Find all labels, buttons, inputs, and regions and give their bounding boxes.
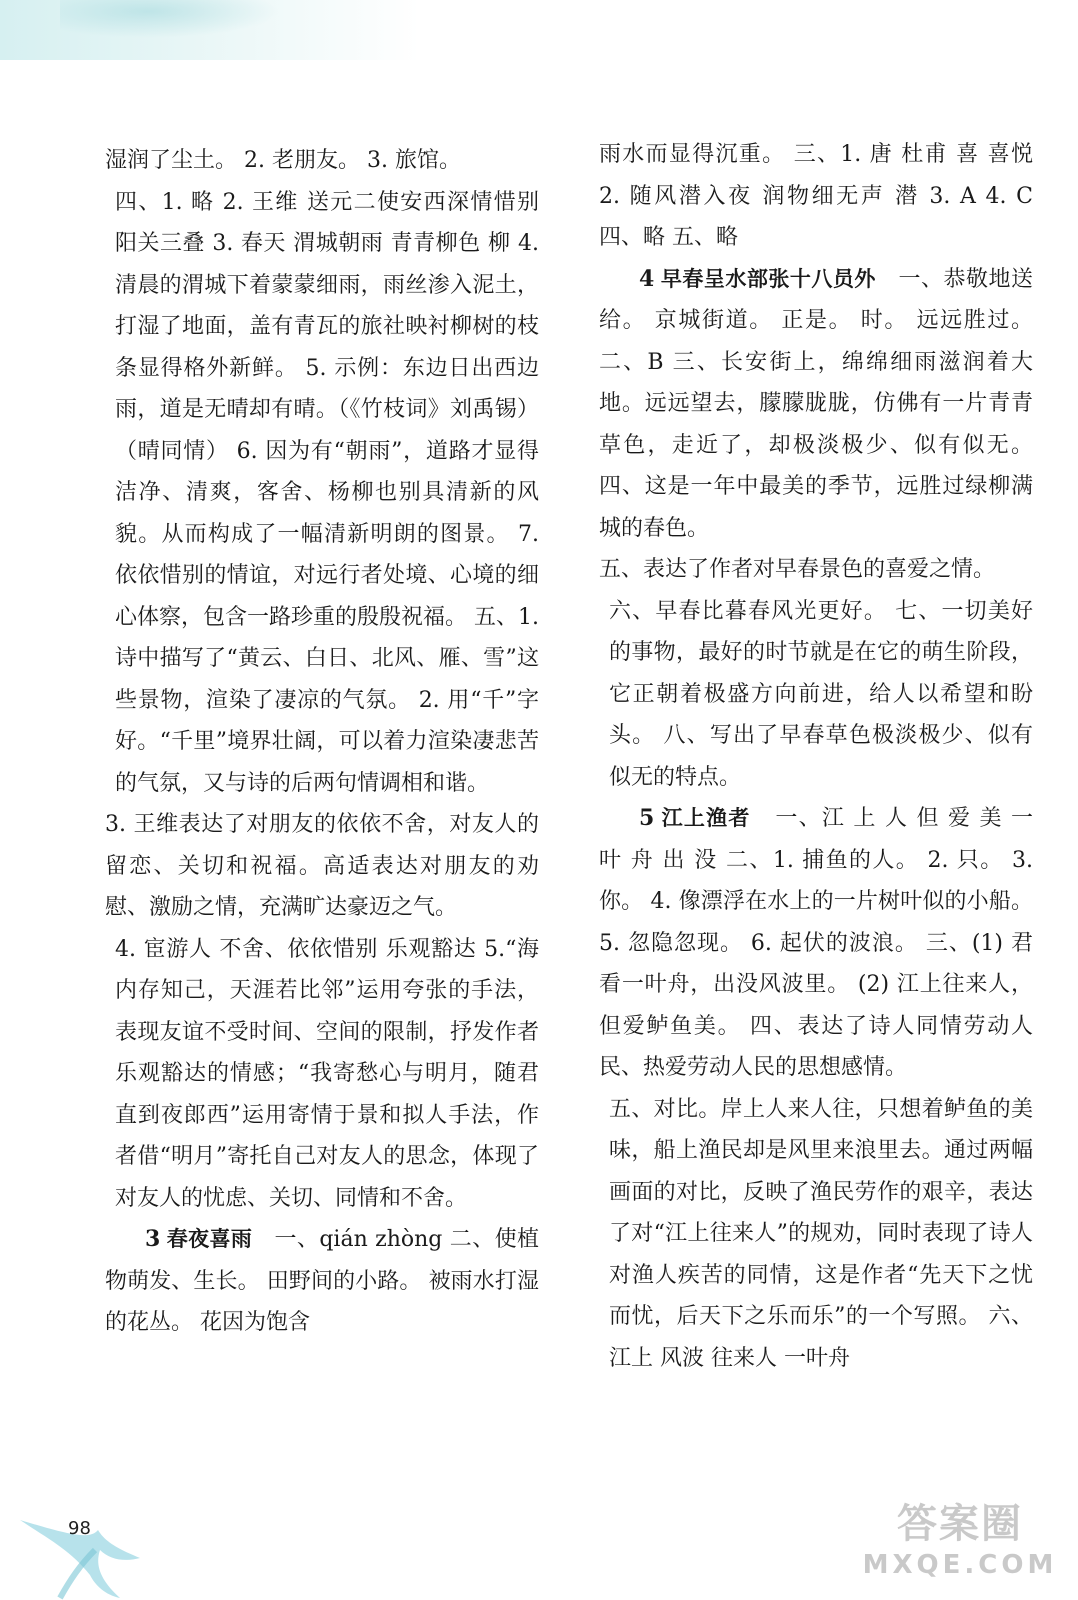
watermark xyxy=(860,1498,1060,1588)
left-column xyxy=(105,140,539,1344)
section-5 xyxy=(599,798,1033,1089)
section-answers: 一、qián zhòng 二、使植物萌发、生长。 田野间的小路。 被雨水打湿的花丛。 花因为饱含 xyxy=(105,1227,540,1335)
starfish-decoration-icon xyxy=(0,1480,200,1600)
section-number: 5 xyxy=(639,805,655,831)
section-4 xyxy=(599,259,1033,550)
page-number: 98 xyxy=(68,1518,91,1539)
section-title: 江上渔者 xyxy=(660,806,751,830)
answer-paragraph: 四、1. 略 2. 王维 送元二使安西深情惜别 阳关三叠 3. 春天 渭城朝雨 青青柳色 柳 4. 清晨的渭城下着蒙蒙细雨，雨丝渗入泥土，打湿了地面，盖有青瓦的旅社映衬柳树的枝条显得格外新鲜。 5. 示例：东边日出西边雨，道是无晴却有晴。（《竹枝词》刘禹锡）（晴同情） 6. 因为有“朝雨”，道路才显得洁净、清爽，客舍、杨柳也别具清新的风貌。从而构成了一幅清新明朗的图景。 7. 依依惜别的情谊，对远行者处境、心境的细心体察，包含一路珍重的殷殷祝福。 五、1. 诗中描写了“黄云、白日、北风、雁、雪”这些景物，渲染了凄凉的气氛。 2. 用“千”字好。“千里”境界壮阔，可以着力渲染凄悲苦的气氛，又与诗的后两句情调相和谐。 xyxy=(115,189,539,796)
answer-paragraph: 雨水而显得沉重。 三、1. 唐 杜甫 喜 喜悦 2. 随风潜入夜 润物细无声 潜 3. A 4. C 四、略 五、略 xyxy=(599,142,1033,250)
answer-paragraph: 湿润了尘土。 2. 老朋友。 3. 旅馆。 xyxy=(105,148,461,173)
right-column xyxy=(599,134,1033,1379)
section-title: 早春呈水部张十八员外 xyxy=(660,266,876,291)
watermark-site: MXQE.COM xyxy=(862,1550,1058,1580)
section-answers: 一、恭敬地送给。 京城街道。 正是。 时。 远远胜过。 二、B 三、长安街上，绵绵细雨滋润着大地。远远望去，朦朦胧胧，仿佛有一片青青草色，走近了，却极淡极少、似有似无。 四、这是一年中最美的季节，远胜过绿柳满城的春色。 xyxy=(599,266,1033,541)
answer-paragraph: 六、早春比暮春风光更好。 七、一切美好的事物，最好的时节就是在它的萌生阶段，它正朝着极盛方向前进，给人以希望和盼头。 八、写出了早春草色极淡极少、似有似无的特点。 xyxy=(609,598,1033,790)
answer-paragraph: 五、对比。岸上人来人往，只想着鲈鱼的美味，船上渔民却是风里来浪里去。通过两幅画面的对比，反映了渔民劳作的艰辛，表达了对“江上往来人”的规劝，同时表现了诗人对渔人疾苦的同情，这是作者“先天下之忧而忧，后天下之乐而乐”的一个写照。 六、江上 风波 往来人 一叶舟 xyxy=(609,1096,1033,1371)
section-answers: 一、江 上 人 但 爱 美 一 叶 舟 出 没 二、1. 捕鱼的人。 2. 只。 3. 你。 4. 像漂浮在水上的一片树叶似的小船。 5. 忽隐忽现。 6. 起伏的波浪。 三、(1) 君看一叶舟，出没风波里。 (2) 江上往来人，但爱鲈鱼美。 四、表达了诗人同情劳动人民、热爱劳动人民的思想感情。 xyxy=(599,806,1033,1080)
answer-paragraph: 五、表达了作者对早春景色的喜爱之情。 xyxy=(599,557,996,582)
answer-paragraph: 3. 王维表达了对朋友的依依不舍，对友人的留恋、关切和祝福。高适表达对朋友的劝慰、激励之情，充满旷达豪迈之气。 xyxy=(105,812,539,920)
section-number: 4 xyxy=(639,265,655,292)
section-title: 春夜喜雨 xyxy=(166,1227,253,1251)
header-decoration xyxy=(0,0,420,60)
section-3 xyxy=(105,1219,539,1344)
watermark-brand: 答案圈 xyxy=(897,1501,1023,1547)
section-number: 3 xyxy=(145,1226,161,1252)
answer-paragraph: 4. 宦游人 不舍、依依惜别 乐观豁达 5.“海内存知己，天涯若比邻”运用夸张的手法，表现友谊不受时间、空间的限制，抒发作者乐观豁达的情感；“我寄愁心与明月，随君直到夜郎西”运用寄情于景和拟人手法，作者借“明月”寄托自己对友人的思念，体现了对友人的忧虑、关切、同情和不舍。 xyxy=(115,936,539,1211)
